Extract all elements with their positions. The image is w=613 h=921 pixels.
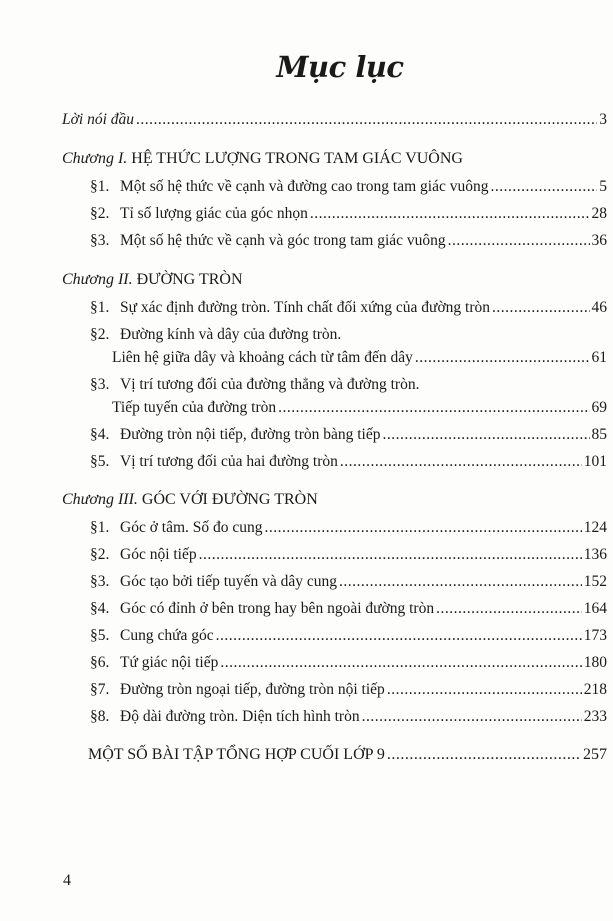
entry-label: Lời nói đầu — [62, 111, 135, 128]
section-number: §8. — [90, 708, 110, 725]
section-number: §1. — [90, 299, 110, 316]
section-number: §1. — [90, 519, 110, 536]
toc-entry-section[interactable] — [90, 653, 607, 673]
toc-entry-section[interactable] — [90, 231, 607, 251]
dot-leader — [265, 518, 582, 538]
entry-page: 218 — [583, 681, 607, 698]
entry-page: 28 — [591, 205, 607, 222]
toc-entry-section[interactable] — [90, 298, 607, 318]
section-number: §2. — [90, 205, 110, 222]
dot-leader — [216, 626, 582, 646]
toc-entry-section[interactable] — [90, 680, 607, 700]
entry-label: Tứ giác nội tiếp — [120, 654, 219, 671]
entry-label: Đường kính và dây của đường tròn. — [120, 326, 342, 343]
entry-label: Góc nội tiếp — [120, 546, 197, 563]
entry-page: 124 — [583, 519, 607, 536]
entry-label: Đường tròn nội tiếp, đường tròn bàng tiếp — [120, 426, 381, 443]
toc-entry-section[interactable] — [90, 626, 607, 646]
toc-entry-section[interactable] — [90, 599, 607, 619]
toc-entry-section[interactable] — [90, 375, 607, 395]
dot-leader — [387, 745, 581, 765]
page-number: 4 — [63, 872, 71, 889]
toc-entry-section[interactable] — [90, 177, 607, 197]
dot-leader — [199, 545, 582, 565]
toc-entry-section[interactable] — [112, 348, 607, 368]
toc-entry-section[interactable] — [90, 452, 607, 472]
section-number: §5. — [90, 453, 110, 470]
dot-leader — [220, 653, 581, 673]
dot-leader — [383, 425, 590, 445]
toc-entry-section[interactable] — [90, 325, 607, 345]
chapter-prefix: Chương I. — [62, 150, 128, 167]
chapter-heading[interactable] — [62, 149, 463, 169]
chapter-name: GÓC VỚI ĐƯỜNG TRÒN — [141, 491, 318, 508]
entry-page: 101 — [583, 453, 607, 470]
chapter-prefix: Chương III. — [62, 491, 138, 508]
section-number: §6. — [90, 654, 110, 671]
entry-label: Sự xác định đường tròn. Tính chất đối xứng của đường tròn — [120, 299, 490, 316]
toc-entry-section[interactable] — [112, 398, 607, 418]
toc-entry-appendix[interactable] — [88, 745, 607, 765]
dot-leader — [278, 398, 589, 418]
entry-page: 3 — [599, 111, 607, 128]
entry-page: 173 — [583, 627, 607, 644]
section-number: §1. — [90, 178, 110, 195]
chapter-heading[interactable] — [62, 490, 318, 510]
page-title: Mục lục — [276, 50, 404, 84]
entry-label: Độ dài đường tròn. Diện tích hình tròn — [120, 708, 360, 725]
dot-leader — [340, 452, 582, 472]
chapter-name: HỆ THỨC LƯỢNG TRONG TAM GIÁC VUÔNG — [131, 150, 463, 167]
toc-entry-section[interactable] — [90, 425, 607, 445]
dot-leader — [362, 707, 582, 727]
entry-label: Góc có đỉnh ở bên trong hay bên ngoài đường tròn — [120, 600, 435, 617]
dot-leader — [339, 572, 582, 592]
toc-entry-preface[interactable] — [62, 110, 607, 130]
entry-label: Liên hệ giữa dây và khoảng cách từ tâm đến dây — [112, 349, 413, 366]
dot-leader — [491, 177, 598, 197]
dot-leader — [310, 204, 590, 224]
dot-leader — [436, 599, 582, 619]
section-number: §4. — [90, 600, 110, 617]
entry-label: MỘT SỐ BÀI TẬP TỔNG HỢP CUỐI LỚP 9 — [88, 746, 385, 763]
entry-label: Góc tạo bởi tiếp tuyến và dây cung — [120, 573, 337, 590]
section-number: §2. — [90, 546, 110, 563]
entry-page: 152 — [583, 573, 607, 590]
entry-page: 69 — [591, 399, 607, 416]
entry-label: Tiếp tuyến của đường tròn — [112, 399, 277, 416]
section-number: §5. — [90, 627, 110, 644]
entry-page: 136 — [583, 546, 607, 563]
dot-leader — [136, 110, 597, 130]
entry-page: 61 — [591, 349, 607, 366]
section-number: §3. — [90, 232, 110, 249]
entry-label: Góc ở tâm. Số đo cung — [120, 519, 263, 536]
section-number: §3. — [90, 573, 110, 590]
entry-label: Vị trí tương đối của hai đường tròn — [120, 453, 338, 470]
entry-label: Một số hệ thức về cạnh và đường cao trong tam giác vuông — [120, 178, 489, 195]
entry-label: Tỉ số lượng giác của góc nhọn — [120, 205, 308, 222]
entry-label: Một số hệ thức về cạnh và góc trong tam giác vuông — [120, 232, 446, 249]
entry-page: 233 — [583, 708, 607, 725]
section-number: §4. — [90, 426, 110, 443]
entry-page: 85 — [591, 426, 607, 443]
entry-label: Vị trí tương đối của đường thẳng và đường tròn. — [120, 376, 420, 393]
dot-leader — [448, 231, 590, 251]
dot-leader — [415, 348, 590, 368]
toc-entry-section[interactable] — [90, 518, 607, 538]
chapter-prefix: Chương II. — [62, 271, 133, 288]
entry-page: 36 — [591, 232, 607, 249]
entry-page: 164 — [583, 600, 607, 617]
section-number: §7. — [90, 681, 110, 698]
toc-entry-section[interactable] — [90, 545, 607, 565]
dot-leader — [387, 680, 582, 700]
section-number: §3. — [90, 376, 110, 393]
entry-page: 46 — [591, 299, 607, 316]
toc-entry-section[interactable] — [90, 572, 607, 592]
dot-leader — [492, 298, 590, 318]
chapter-name: ĐƯỜNG TRÒN — [136, 271, 243, 288]
entry-page: 257 — [583, 746, 607, 763]
entry-page: 180 — [583, 654, 607, 671]
entry-label: Đường tròn ngoại tiếp, đường tròn nội tiếp — [120, 681, 385, 698]
section-number: §2. — [90, 326, 110, 343]
entry-label: Cung chứa góc — [120, 627, 214, 644]
toc-entry-section[interactable] — [90, 707, 607, 727]
toc-entry-section[interactable] — [90, 204, 607, 224]
chapter-heading[interactable] — [62, 270, 243, 290]
entry-page: 5 — [599, 178, 607, 195]
